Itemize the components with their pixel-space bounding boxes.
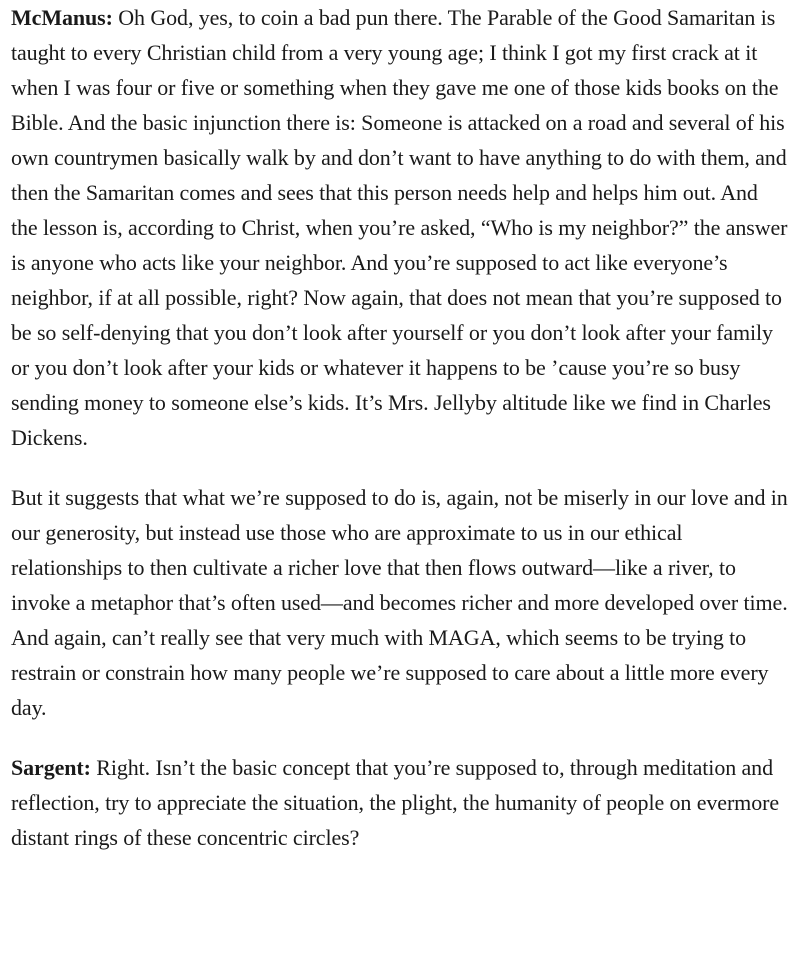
- paragraph-mcmanus-2: [11, 480, 789, 725]
- paragraph-sargent-1: [11, 750, 789, 855]
- paragraph-text: Oh God, yes, to coin a bad pun there. The Parable of the Good Samaritan is taught to every Christian child from a very young age; I think I got my first crack at it when I was four or five or something when they gave me one of those kids books on the Bible. And the basic injunction there is: Someone is attacked on a road and several of his own countrymen basically walk by and don’t want to have anything to do with them, and then the Samaritan comes and sees that this person needs help and helps him out. And the lesson is, according to Christ, when you’re asked, “Who is my neighbor?” the answer is anyone who acts like your neighbor. And you’re supposed to act like everyone’s neighbor, if at all possible, right? Now again, that does not mean that you’re supposed to be so self-denying that you don’t look after yourself or you don’t look after your family or you don’t look after your kids or whatever it happens to be ’cause you’re so busy sending money to someone else’s kids. It’s Mrs. Jellyby altitude like we find in Charles Dickens.: [11, 5, 788, 450]
- speaker-label: Sargent:: [11, 755, 91, 780]
- article-body: [11, 0, 789, 855]
- speaker-label: McManus:: [11, 5, 113, 30]
- paragraph-text: Right. Isn’t the basic concept that you’re supposed to, through meditation and reflection, try to appreciate the situation, the plight, the humanity of people on evermore distant rings of these concentric circles?: [11, 755, 779, 850]
- paragraph-mcmanus-1: [11, 0, 789, 455]
- paragraph-text: But it suggests that what we’re supposed to do is, again, not be miserly in our love and in our generosity, but instead use those who are approximate to us in our ethical relationships to then cultivate a richer love that then flows outward—like a river, to invoke a metaphor that’s often used—and becomes richer and more developed over time. And again, can’t really see that very much with MAGA, which seems to be trying to restrain or constrain how many people we’re supposed to care about a little more every day.: [11, 485, 788, 720]
